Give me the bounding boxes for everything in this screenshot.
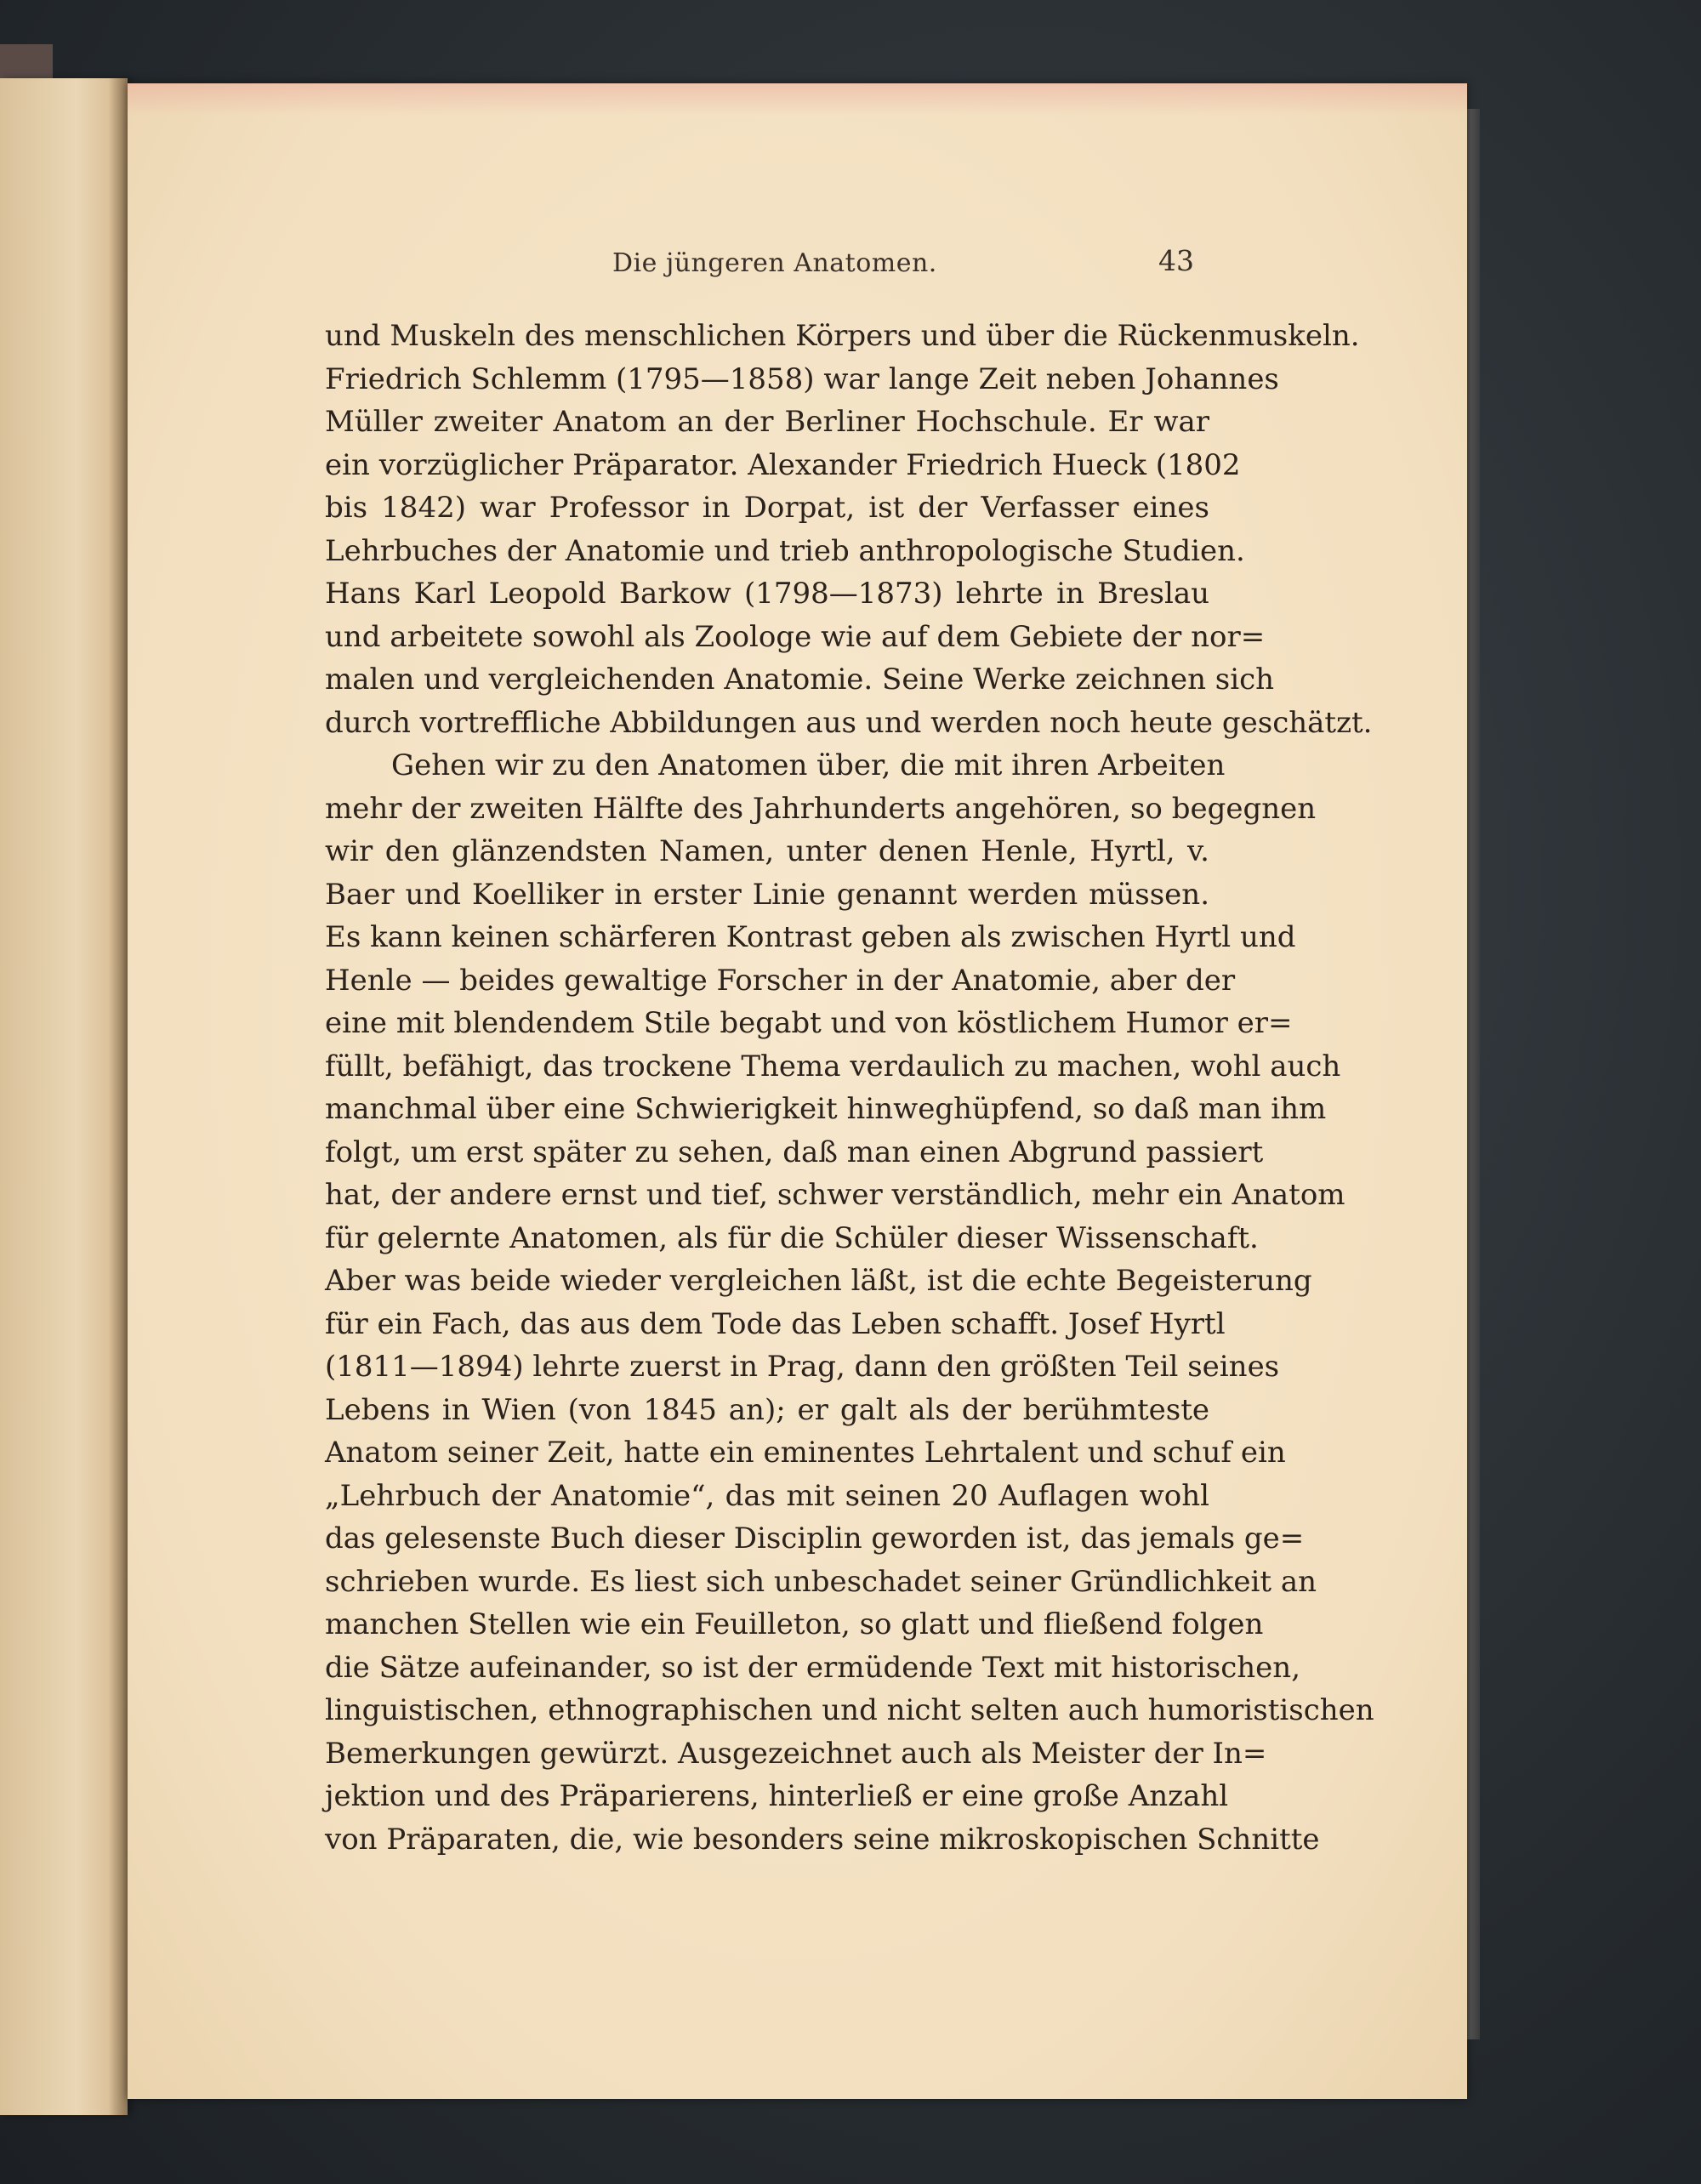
text-line: Aber was beide wieder vergleichen läßt, ist die echte Begeisterung <box>325 1264 1312 1298</box>
body-text <box>325 315 1374 1861</box>
text-line: Bemerkungen gewürzt. Ausgezeichnet auch als Meister der In= <box>325 1736 1267 1771</box>
text-line: schrieben wurde. Es liest sich unbeschadet seiner Gründlichkeit an <box>325 1564 1317 1599</box>
text-line: Friedrich Schlemm (1795—1858) war lange Zeit neben Johannes <box>325 361 1279 396</box>
page-number: 43 <box>1158 244 1194 277</box>
text-line: und Muskeln des menschlichen Körpers und über die Rückenmuskeln. <box>325 319 1360 353</box>
text-line: Baer und Koelliker in erster Linie genannt werden müssen. <box>325 877 1209 912</box>
text-line: Lebens in Wien (von 1845 an); er galt als der berühmteste <box>325 1392 1209 1427</box>
text-line: wir den glänzendsten Namen, unter denen Henle, Hyrtl, v. <box>325 834 1209 868</box>
text-line: für ein Fach, das aus dem Tode das Leben schafft. Josef Hyrtl <box>325 1306 1226 1341</box>
text-line: Hans Karl Leopold Barkow (1798—1873) lehrte in Breslau <box>325 577 1209 611</box>
text-line: und arbeitete sowohl als Zoologe wie auf dem Gebiete der nor= <box>325 619 1266 654</box>
text-line: Anatom seiner Zeit, hatte ein eminentes Lehrtalent und schuf ein <box>325 1436 1286 1470</box>
text-line: die Sätze aufeinander, so ist der ermüdende Text mit historischen, <box>325 1650 1301 1685</box>
text-line: das gelesenste Buch dieser Disciplin geworden ist, das jemals ge= <box>325 1521 1305 1556</box>
text-line: füllt, befähigt, das trockene Thema verdaulich zu machen, wohl auch <box>325 1049 1341 1083</box>
paragraph-start-line: Gehen wir zu den Anatomen über, die mit ihren Arbeiten <box>391 748 1226 782</box>
text-line: von Präparaten, die, wie besonders seine mikroskopischen Schnitte <box>325 1822 1320 1857</box>
text-line: Lehrbuches der Anatomie und trieb anthropologische Studien. <box>325 533 1245 568</box>
text-line: durch vortreffliche Abbildungen aus und werden noch heute geschätzt. <box>325 705 1373 740</box>
text-line: „Lehrbuch der Anatomie“, das mit seinen 20 Auflagen wohl <box>325 1478 1209 1513</box>
text-line: Müller zweiter Anatom an der Berliner Hochschule. Er war <box>325 405 1209 439</box>
running-header: Die jüngeren Anatomen. <box>612 248 937 278</box>
text-line: linguistischen, ethnographischen und nicht selten auch humoristischen <box>325 1693 1374 1727</box>
text-line: Es kann keinen schärferen Kontrast geben als zwischen Hyrtl und <box>325 920 1296 954</box>
text-line: malen und vergleichenden Anatomie. Seine Werke zeichnen sich <box>325 663 1275 697</box>
text-line: ein vorzüglicher Präparator. Alexander Friedrich Hueck (1802 <box>325 447 1241 482</box>
text-line: für gelernte Anatomen, als für die Schüler dieser Wissenschaft. <box>325 1220 1259 1255</box>
text-line: Henle — beides gewaltige Forscher in der Anatomie, aber der <box>325 963 1236 998</box>
text-line: bis 1842) war Professor in Dorpat, ist der Verfasser eines <box>325 491 1209 525</box>
text-line: folgt, um erst später zu sehen, daß man einen Abgrund passiert <box>325 1135 1264 1169</box>
text-line: manchen Stellen wie ein Feuilleton, so glatt und fließend folgen <box>325 1607 1264 1641</box>
page-gutter-shadow <box>109 78 128 2115</box>
text-line: jektion und des Präparierens, hinterließ er eine große Anzahl <box>325 1779 1229 1813</box>
text-line: mehr der zweiten Hälfte des Jahrhunderts angehören, so begegnen <box>325 791 1317 826</box>
text-line: eine mit blendendem Stile begabt und von köstlichem Humor er= <box>325 1006 1293 1040</box>
text-line: manchmal über eine Schwierigkeit hinweghüpfend, so daß man ihm <box>325 1092 1327 1126</box>
text-line: hat, der andere ernst und tief, schwer verständlich, mehr ein Anatom <box>325 1178 1345 1212</box>
text-line: (1811—1894) lehrte zuerst in Prag, dann den größten Teil seines <box>325 1350 1280 1384</box>
